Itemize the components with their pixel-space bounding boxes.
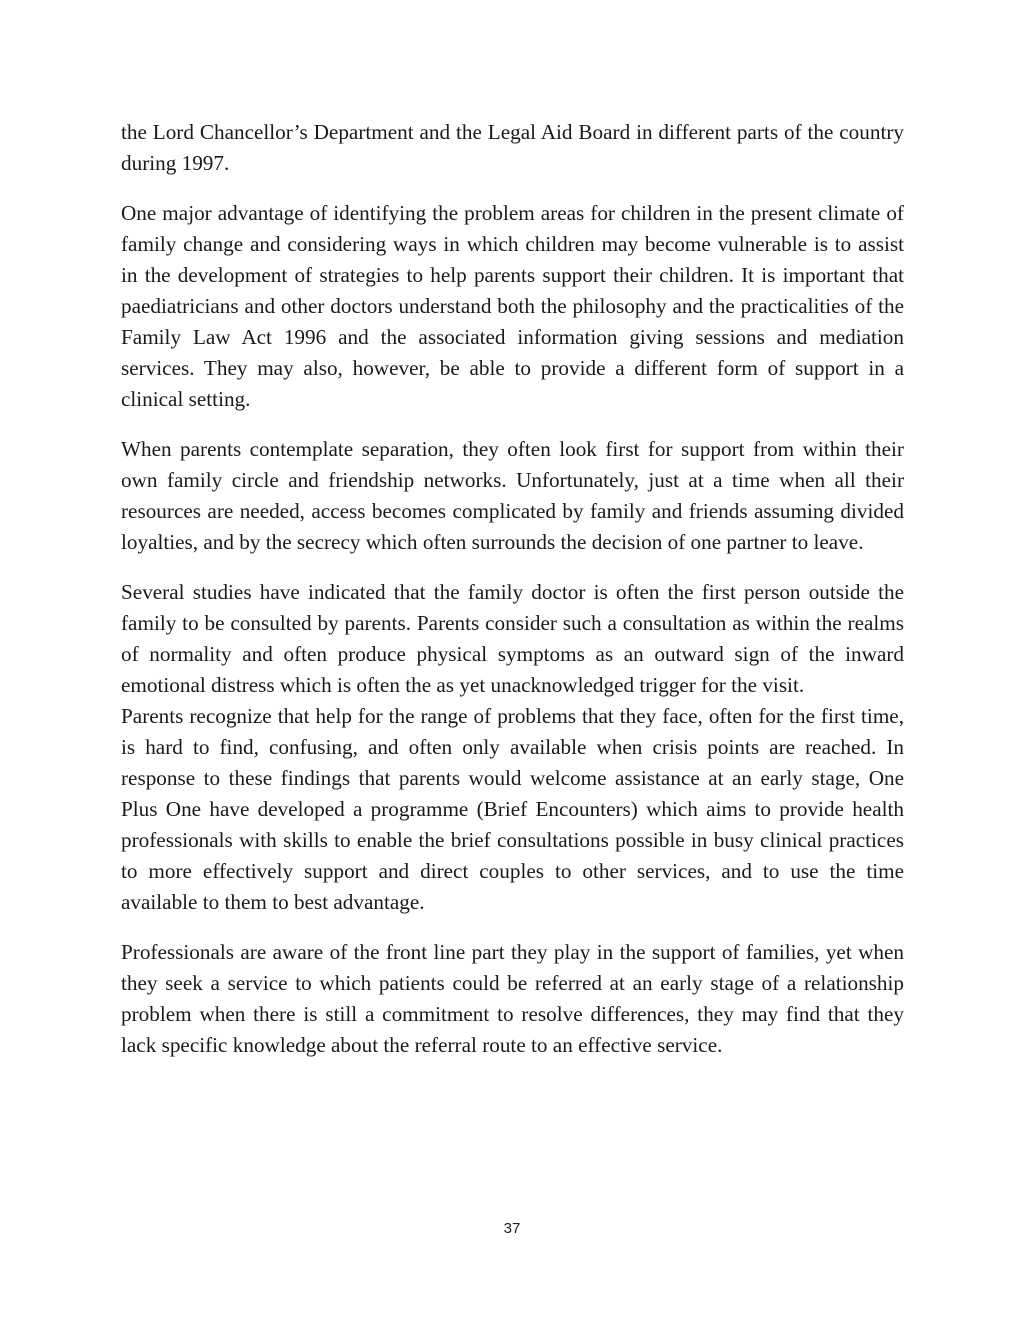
paragraph-3: When parents contemplate separation, they often look first for support from within their own family circle and friendship networks. Unfortunately, just at a time when all their resources are needed, access becomes complicated by family and friends assuming divided loyalties, and by the secrecy which often surrounds the decision of one partner to leave.	[121, 437, 904, 554]
paragraph-4: Several studies have indicated that the family doctor is often the first person outside the family to be consulted by parents. Parents consider such a consultation as within the realms of normality and often produce physical symptoms as an outward sign of the inward emotional distress which is often the as yet unacknowledged trigger for the visit.	[121, 580, 904, 697]
paragraph-6: Professionals are aware of the front line part they play in the support of families, yet when they seek a service to which patients could be referred at an early stage of a relationship problem when there is still a commitment to resolve differences, they may find that they lack specific knowledge about the referral route to an effective service.	[121, 940, 904, 1057]
paragraph-5: Parents recognize that help for the range of problems that they face, often for the first time, is hard to find, confusing, and often only available when crisis points are reached. In response to these findings that parents would welcome assistance at an early stage, One Plus One have developed a programme (Brief Encounters) which aims to provide health professionals with skills to enable the brief consultations possible in busy clinical practices to more effectively support and direct couples to other services, and to use the time available to them to best advantage.	[121, 704, 904, 914]
paragraph-1: the Lord Chancellor’s Department and the Legal Aid Board in different parts of the country during 1997.	[121, 120, 904, 175]
paragraph-2: One major advantage of identifying the problem areas for children in the present climate of family change and considering ways in which children may become vulnerable is to assist in the development of strategies to help parents support their children. It is important that paediatricians and other doctors understand both the philosophy and the practicalities of the Family Law Act 1996 and the associated information giving sessions and mediation services. They may also, however, be able to provide a different form of support in a clinical setting.	[121, 201, 904, 411]
page-number: 37	[503, 1220, 521, 1237]
body-text	[121, 117, 904, 1080]
